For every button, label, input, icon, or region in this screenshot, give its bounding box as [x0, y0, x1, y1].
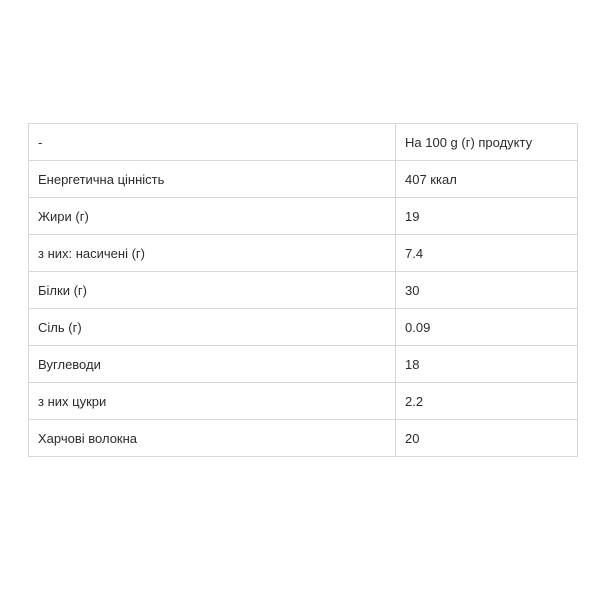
table-row — [29, 346, 578, 383]
row-value-carbohydrates: 18 — [396, 346, 578, 383]
row-value-sugars: 2.2 — [396, 383, 578, 420]
row-label-protein: Білки (г) — [29, 272, 396, 309]
row-label-carbohydrates: Вуглеводи — [29, 346, 396, 383]
table-row — [29, 272, 578, 309]
row-label-energy: Енергетична цінність — [29, 161, 396, 198]
row-label-salt: Сіль (г) — [29, 309, 396, 346]
row-label-fat: Жири (г) — [29, 198, 396, 235]
table-row — [29, 235, 578, 272]
row-value-protein: 30 — [396, 272, 578, 309]
row-value-salt: 0.09 — [396, 309, 578, 346]
table-row — [29, 161, 578, 198]
header-label-cell: - — [29, 124, 396, 161]
table-row — [29, 383, 578, 420]
table-header-row — [29, 124, 578, 161]
row-value-saturated-fat: 7.4 — [396, 235, 578, 272]
row-value-fiber: 20 — [396, 420, 578, 457]
header-value-cell: На 100 g (г) продукту — [396, 124, 578, 161]
table-row — [29, 420, 578, 457]
row-label-saturated-fat: з них: насичені (г) — [29, 235, 396, 272]
row-value-energy: 407 ккал — [396, 161, 578, 198]
table-row — [29, 309, 578, 346]
table-row — [29, 198, 578, 235]
nutrition-table — [28, 123, 578, 457]
row-label-fiber: Харчові волокна — [29, 420, 396, 457]
row-value-fat: 19 — [396, 198, 578, 235]
row-label-sugars: з них цукри — [29, 383, 396, 420]
